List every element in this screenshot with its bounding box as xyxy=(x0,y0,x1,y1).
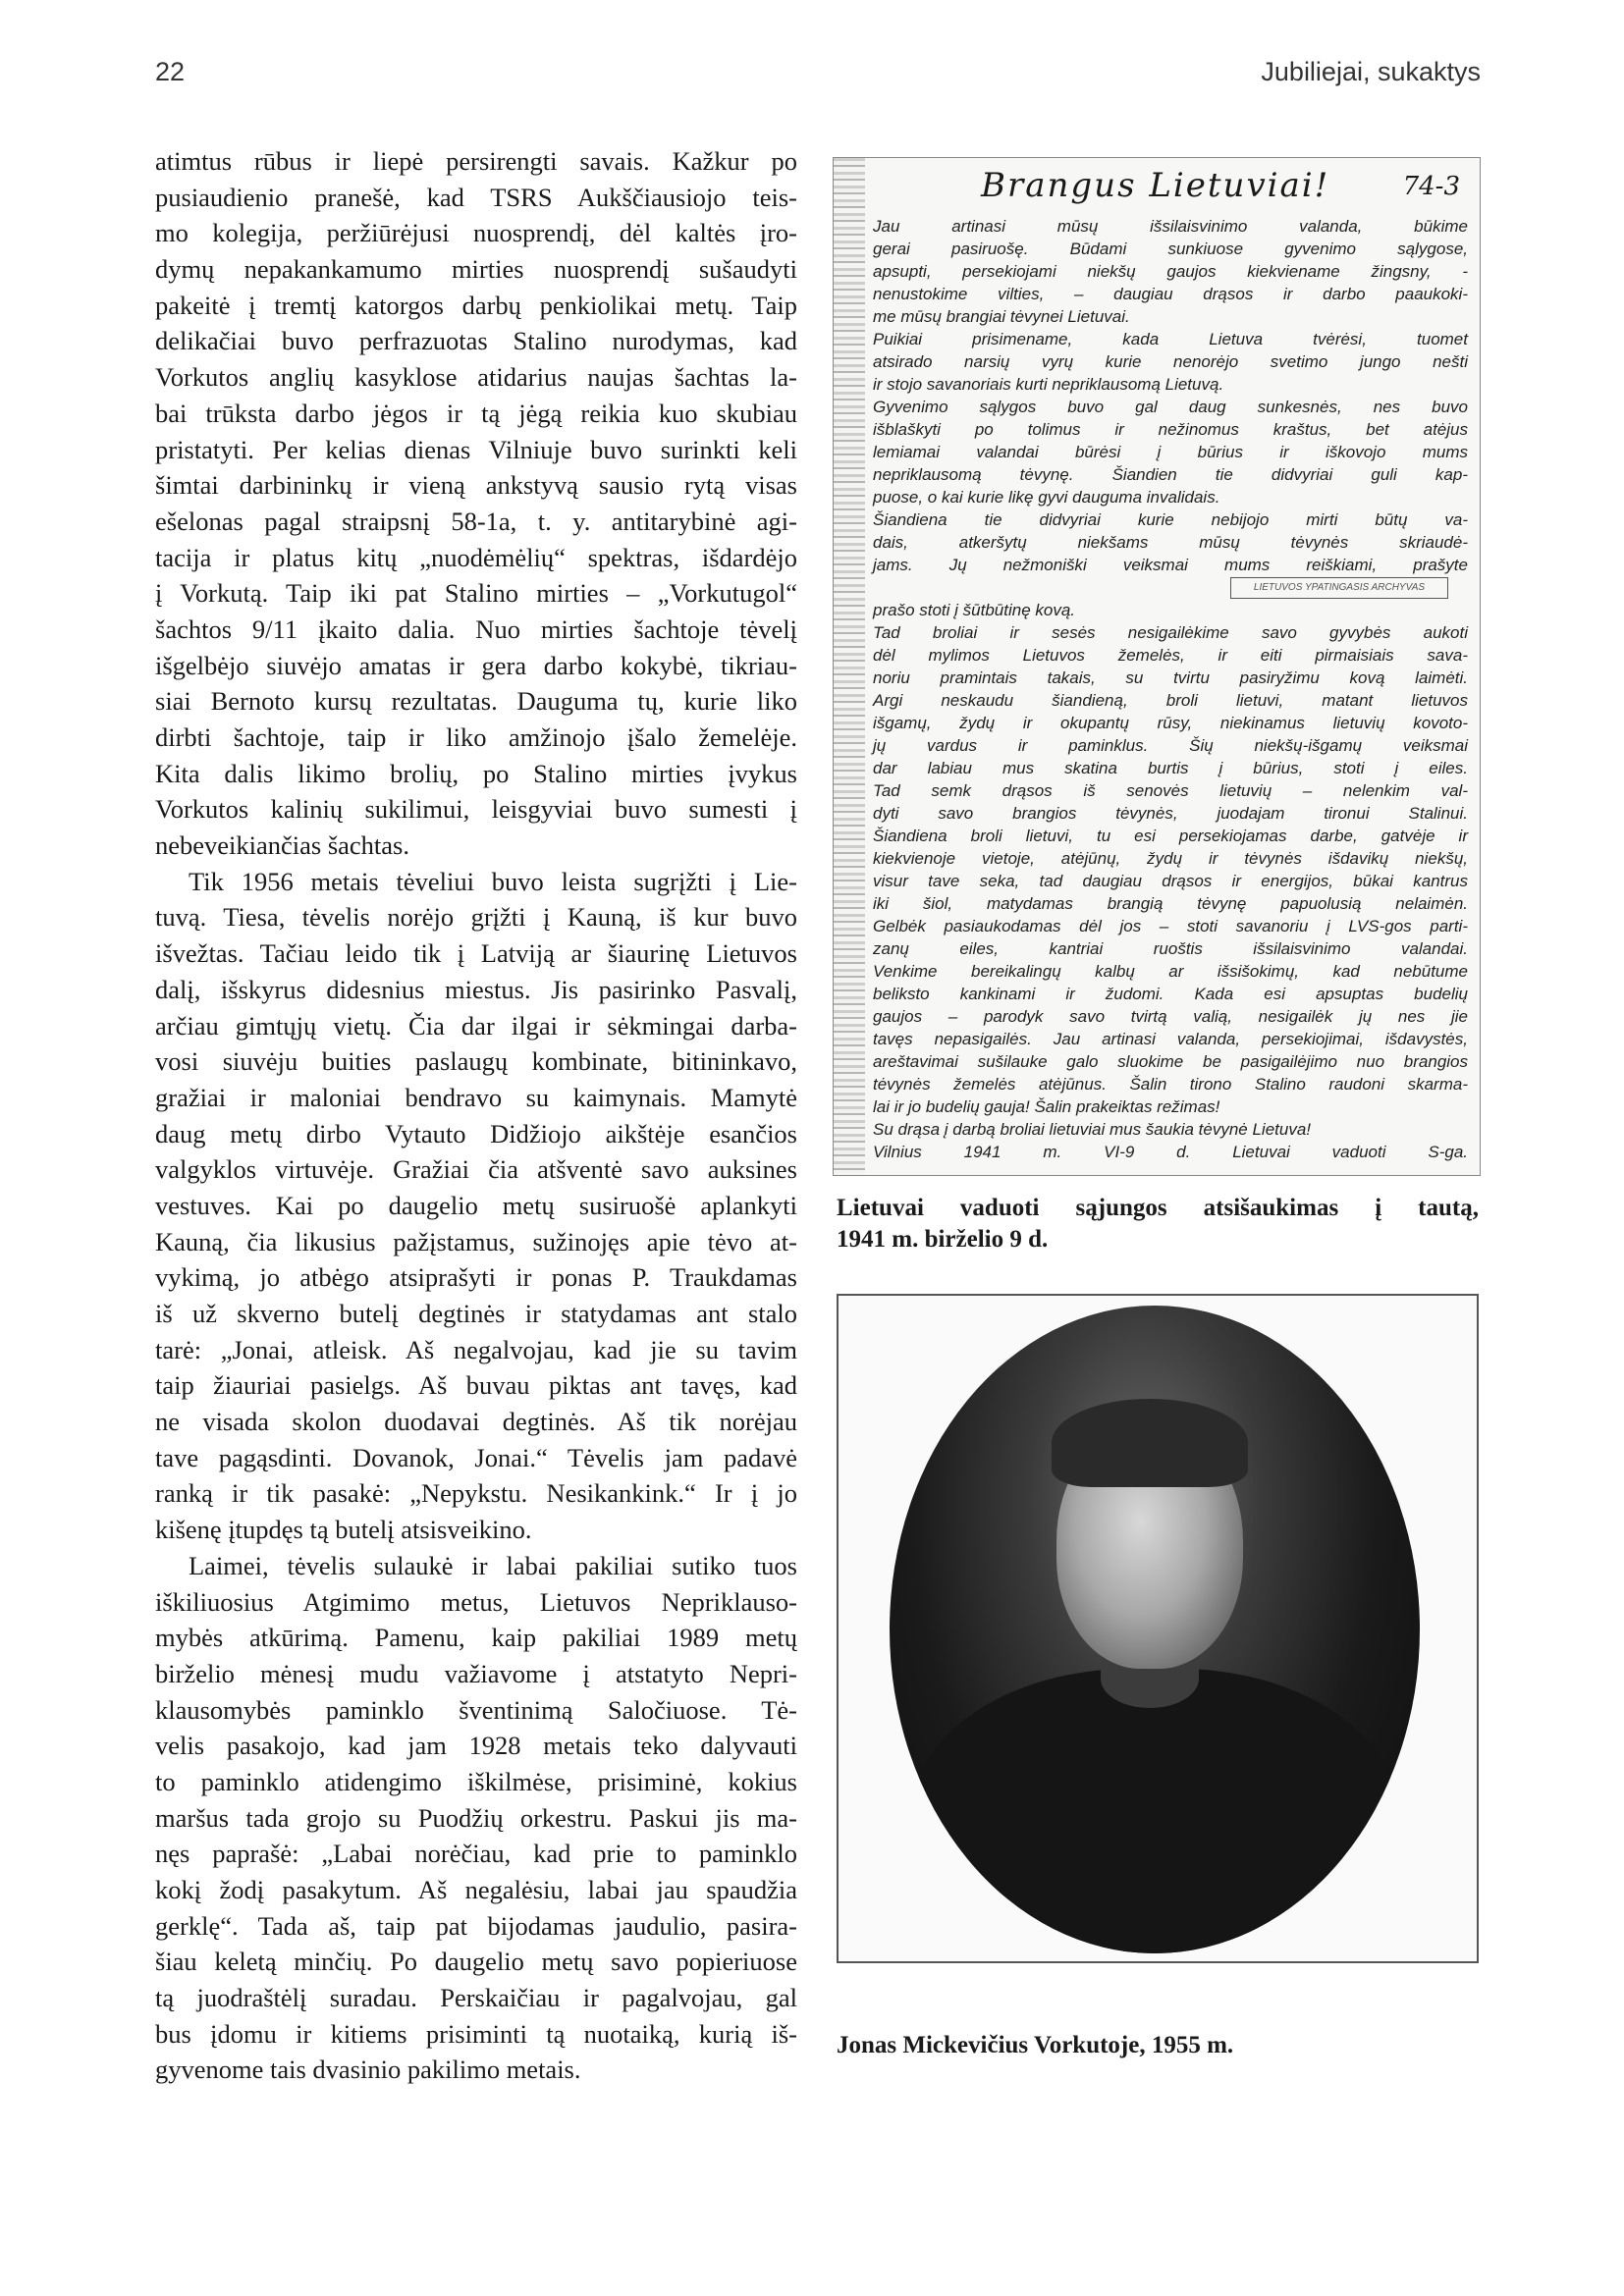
handwritten-line: Šiandiena broli lietuvi, tu esi persekiojamas darbe, gatvėje ir xyxy=(873,827,1468,845)
handwritten-line: atsirado narsių vyrų kurie nenorėjo svetimo jungo nešti xyxy=(873,352,1468,371)
text-line: ešelonas pagal straipsnį 58-1a, t. y. antitarybinė agi- xyxy=(155,506,797,536)
caption-line: 1941 m. birželio 9 d. xyxy=(837,1226,1049,1253)
text-line: kokį žodį pasakytum. Aš negalėsiu, labai jau spaudžia xyxy=(155,1875,797,1904)
handwritten-line: Tad semk drąsos iš senovės lietuvių – nelenkim val- xyxy=(873,781,1468,800)
text-line: arčiau gimtųjų vietų. Čia dar ilgai ir sėkmingai darba- xyxy=(155,1010,797,1041)
handwritten-line: Su drąsa į darbą broliai lietuviai mus šaukia tėvynė Lietuva! xyxy=(873,1120,1312,1139)
text-line: nęs paprašė: „Labai norėčiau, kad prie to paminklo xyxy=(155,1839,797,1869)
handwritten-line: Vilnius 1941 m. VI-9 d. Lietuvai vaduoti S-ga. xyxy=(873,1143,1468,1161)
text-line: dymų nepakankamumo mirties nuosprendį sušaudyti xyxy=(155,254,797,285)
handwritten-line: puose, o kai kurie likę gyvi dauguma invalidais. xyxy=(873,488,1220,507)
text-line: vestuves. Kai po daugelio metų susiruošė aplankyti xyxy=(155,1190,797,1220)
text-line: daug metų dirbo Vytauto Didžiojo aikštėje esančios xyxy=(155,1118,797,1148)
text-line: siai Bernoto kursų rezultatas. Dauguma tų, kurie liko xyxy=(155,686,797,717)
text-line: valgyklos virtuvėje. Gražiai čia atšventė savo auksines xyxy=(155,1154,797,1185)
portrait-coat xyxy=(909,1669,1400,1953)
handwritten-text xyxy=(873,215,1468,1163)
handwritten-line: dar labiau mus skatina burtis į būrius, stoti į eiles. xyxy=(873,759,1468,777)
text-line: to paminklo atidengimo iškilmėse, prisiminė, kokius xyxy=(155,1766,797,1796)
running-title: Jubiliejai, sukaktys xyxy=(1261,57,1481,86)
text-line: šimtai darbininkų ir vieną ankstyvą sausio rytą visas xyxy=(155,470,797,501)
handwritten-line: tėvynės žemelės atėjūnus. Šalin tirono Stalino raudoni skarma- xyxy=(873,1075,1468,1094)
figure1-caption xyxy=(837,1193,1479,1255)
handwritten-line: Tad broliai ir sesės nesigailėkime savo gyvybės aukoti xyxy=(873,623,1468,642)
text-line: iš už skverno butelį degtinės ir statydamas ant stalo xyxy=(155,1299,797,1328)
text-line: pusiaudienio pranešė, kad TSRS Aukščiausiojo teis- xyxy=(155,182,797,212)
handwritten-line: Gyvenimo sąlygos buvo gal daug sunkesnės, nes buvo xyxy=(873,398,1468,416)
handwritten-line: dais, atkeršytų niekšams mūsų tėvynės skriaudė- xyxy=(873,533,1468,552)
text-line: iškiliuosius Atgimimo metus, Lietuvos Nepriklauso- xyxy=(155,1586,797,1617)
text-line: gražiai ir maloniai bendravo su kaimynais. Mamytė xyxy=(155,1082,797,1112)
text-line: tą juodraštėlį suradau. Perskaičiau ir pagalvojau, gal xyxy=(155,1983,797,2013)
text-line: išvežtas. Tačiau leido tik į Latviją ar šiaurinę Lietuvos xyxy=(155,938,797,969)
archive-stamp: LIETUVOS YPATINGASIS ARCHYVAS xyxy=(1230,577,1448,599)
caption-line: Lietuvai vaduoti sąjungos atsišaukimas į tautą, xyxy=(837,1195,1479,1221)
text-line: atimtus rūbus ir liepė persirengti savais. Kažkur po xyxy=(155,146,797,176)
page-number: 22 xyxy=(155,57,186,86)
handwritten-line: me mūsų brangiai tėvynei Lietuvai. xyxy=(873,307,1130,326)
text-line: maršus tada grojo su Puodžių orkestru. Paskui jis ma- xyxy=(155,1802,797,1833)
text-line: tuvą. Tiesa, tėvelis norėjo grįžti į Kauną, iš kur buvo xyxy=(155,902,797,933)
text-line: išgelbėjo siuvėjo amatas ir gera darbo kokybė, tikriau- xyxy=(155,650,797,680)
text-line: tave pagąsdinti. Dovanok, Jonai.“ Tėvelis jam padavė xyxy=(155,1442,797,1472)
portrait-photo xyxy=(890,1306,1420,1953)
body-text-column xyxy=(155,143,797,2088)
figure2-caption: Jonas Mickevičius Vorkutoje, 1955 m. xyxy=(837,2032,1234,2058)
handwritten-line: nenustokime vilties, – daugiau drąsos ir darbo paaukoki- xyxy=(873,285,1468,303)
text-line: taip žiauriai pasielgs. Aš buvau piktas ant tavęs, kad xyxy=(155,1370,797,1401)
text-line: šachtos 9/11 įkaito dalia. Nuo mirties šachtoje tėvelį xyxy=(155,614,797,644)
text-line: Kauną, čia likusius pažįstamus, sužinojęs apie tėvo at- xyxy=(155,1226,797,1256)
text-line: dalį, išskyrus didesnius miestus. Jis pasirinko Pasvalį, xyxy=(155,974,797,1004)
text-line: klausomybės paminklo šventinimą Saločiuose. Tė- xyxy=(155,1694,797,1725)
handwritten-line: apsupti, persekiojami niekšų gaujos kiekviename žingsny, - xyxy=(873,262,1468,281)
text-line: birželio mėnesį mudu važiavome į atstatyto Nepri- xyxy=(155,1658,797,1688)
text-line: ne visada skolon duodavai degtinės. Aš tik norėjau xyxy=(155,1407,797,1437)
text-line: vosi siuvėju buities paslaugų kombinate, bitininkavo, xyxy=(155,1046,797,1077)
handwritten-proclamation-image xyxy=(833,157,1481,1176)
handwritten-line: zanų eiles, kantriai ruoštis išsilaisvinimo valandai. xyxy=(873,939,1468,958)
handwritten-line: gerai pasiruošę. Būdami sunkiuose gyvenimo sąlygose, xyxy=(873,240,1468,258)
handwritten-line: lai ir jo budelių gauja! Šalin prakeiktas režimas! xyxy=(873,1097,1220,1116)
handwritten-line: jų vardus ir paminklus. Šių niekšų-išgamų veiksmai xyxy=(873,736,1468,755)
handwritten-line: prašo stoti į šūtbūtinę kovą. xyxy=(873,601,1076,619)
handwritten-line: dėl mylimos Lietuvos žemelės, ir eiti pirmaisiais sava- xyxy=(873,646,1468,665)
handwritten-line: Šiandiena tie didvyriai kurie nebijojo mirti būtų va- xyxy=(873,510,1468,529)
text-line: Vorkutos kalinių sukilimui, leisgyviai buvo sumesti į xyxy=(155,794,797,825)
text-line: tacija ir platus kitų „nuodėmėlių“ spektras, išdardėjo xyxy=(155,542,797,572)
text-line: bus įdomu ir kitiems prisiminti tą nuotaiką, kurią iš- xyxy=(155,2018,797,2049)
text-line: tarė: „Jonai, atleisk. Aš negalvojau, kad jie su tavim xyxy=(155,1334,797,1364)
text-line: gerklę“. Tada aš, taip pat bijodamas jaudulio, pasira- xyxy=(155,1910,797,1941)
text-line: delikačiai buvo perfrazuotas Stalino nurodymas, kad xyxy=(155,326,797,356)
text-line: mo kolegija, peržiūrėjusi nuosprendį, dėl kaltės įro- xyxy=(155,218,797,248)
text-line: į Vorkutą. Taip iki pat Stalino mirties – „Vorkutugol“ xyxy=(155,578,797,609)
proclamation-title: Brangus Lietuviai! xyxy=(981,166,1330,205)
text-line: šiau keletą minčių. Po daugelio metų savo popieriuose xyxy=(155,1947,797,1977)
handwritten-line: visur tave seka, tad daugiau drąsos ir energijos, būkai kantrus xyxy=(873,872,1468,890)
handwritten-line: Jau artinasi mūsų išsilaisvinimo valanda, būkime xyxy=(873,217,1468,236)
archive-reference: 74-3 xyxy=(1402,172,1460,201)
text-line: Tik 1956 metais tėveliui buvo leista sugrįžti į Lie- xyxy=(189,866,797,896)
handwritten-line: iki šiol, matydamas brangią tėvynę papuolusią nelaimėn. xyxy=(873,894,1468,913)
handwritten-line: ir stojo savanoriais kurti nepriklausomą Lietuvą. xyxy=(873,375,1224,394)
text-line: kišenę įtupdęs tą butelį atsisveikino. xyxy=(155,1515,532,1545)
portrait-photo-frame xyxy=(837,1294,1479,1963)
handwritten-line: Gelbėk pasiaukodamas dėl jos – stoti savanoriu į LVS-gos parti- xyxy=(873,917,1468,935)
handwritten-line: noriu pramintais takais, su tvirtu pasiryžimu kovą laimėti. xyxy=(873,668,1468,687)
torn-edge xyxy=(834,158,865,1175)
text-line: pakeitė į tremtį katorgos darbų penkiolikai metų. Taip xyxy=(155,290,797,320)
text-line: pristatyti. Per kelias dienas Vilniuje buvo surinkti keli xyxy=(155,434,797,464)
handwritten-line: kiekvienoje vietoje, atėjūnų, žydų ir tėvynės išdavikų niekšų, xyxy=(873,849,1468,868)
handwritten-line: išblaškyti po tolimus ir nežinomus kraštus, bet atėjus xyxy=(873,420,1468,439)
handwritten-line: jams. Jų nežmoniški veiksmai mums reiškiami, prašyte xyxy=(873,556,1468,574)
handwritten-line: gaujos – parodyk savo tvirtą valią, nesigailėk jų nes jie xyxy=(873,1007,1468,1026)
handwritten-line: tavęs nepasigailės. Jau artinasi valanda, persekiojimai, išdavystės, xyxy=(873,1030,1468,1048)
handwritten-line: Venkime bereikalingų kalbų ar išsišokimų, kad nebūtume xyxy=(873,962,1468,981)
portrait-hair xyxy=(1052,1399,1248,1487)
handwritten-line: Argi neskaudu šiandieną, broli lietuvi, matant lietuvos xyxy=(873,691,1468,710)
text-line: nebeveikiančias šachtas. xyxy=(155,830,409,861)
text-line: dirbti šachtoje, taip ir liko amžinojo įšalo žemelėje. xyxy=(155,722,797,752)
text-line: bai trūksta darbo jėgos ir tą jėgą reikia kuo skubiau xyxy=(155,398,797,428)
handwritten-line: nepriklausomą tėvynę. Šiandien tie didvyriai guli kap- xyxy=(873,465,1468,484)
text-line: Vorkutos anglių kasyklose atidarius naujas šachtas la- xyxy=(155,362,797,393)
archive-stamp-row xyxy=(873,576,1468,599)
handwritten-line: išgamų, žydų ir okupantų rūsy, niekinamus lietuvių kovoto- xyxy=(873,714,1468,732)
handwritten-line: dyti savo brangios tėvynės, juodajam tironui Stalinui. xyxy=(873,804,1468,823)
handwritten-line: Puikiai prisimename, kada Lietuva tvėrėsi, tuomet xyxy=(873,330,1468,348)
text-line: Kita dalis likimo brolių, po Stalino mirties įvykus xyxy=(155,758,797,788)
handwritten-line: lemiamai valandai būrėsi į būrius ir iškovojo mums xyxy=(873,443,1468,461)
text-line: vykimą, jo atbėgo atsiprašyti ir ponas P. Traukdamas xyxy=(155,1262,797,1293)
text-line: Laimei, tėvelis sulaukė ir labai pakiliai sutiko tuos xyxy=(189,1550,797,1580)
text-line: ranką ir tik pasakė: „Nepykstu. Nesikankink.“ Ir į jo xyxy=(155,1478,797,1509)
text-line: gyvenome tais dvasinio pakilimo metais. xyxy=(155,2055,581,2085)
handwritten-line: beliksto kankinami ir žudomi. Kada esi apsuptas budelių xyxy=(873,985,1468,1003)
text-line: mybės atkūrimą. Pamenu, kaip pakiliai 1989 metų xyxy=(155,1623,797,1653)
text-line: velis pasakojo, kad jam 1928 metais teko dalyvauti xyxy=(155,1731,797,1761)
handwritten-line: areštavimai sušilauke galo sluokime be pasigailėjimo nuo brangios xyxy=(873,1052,1468,1071)
